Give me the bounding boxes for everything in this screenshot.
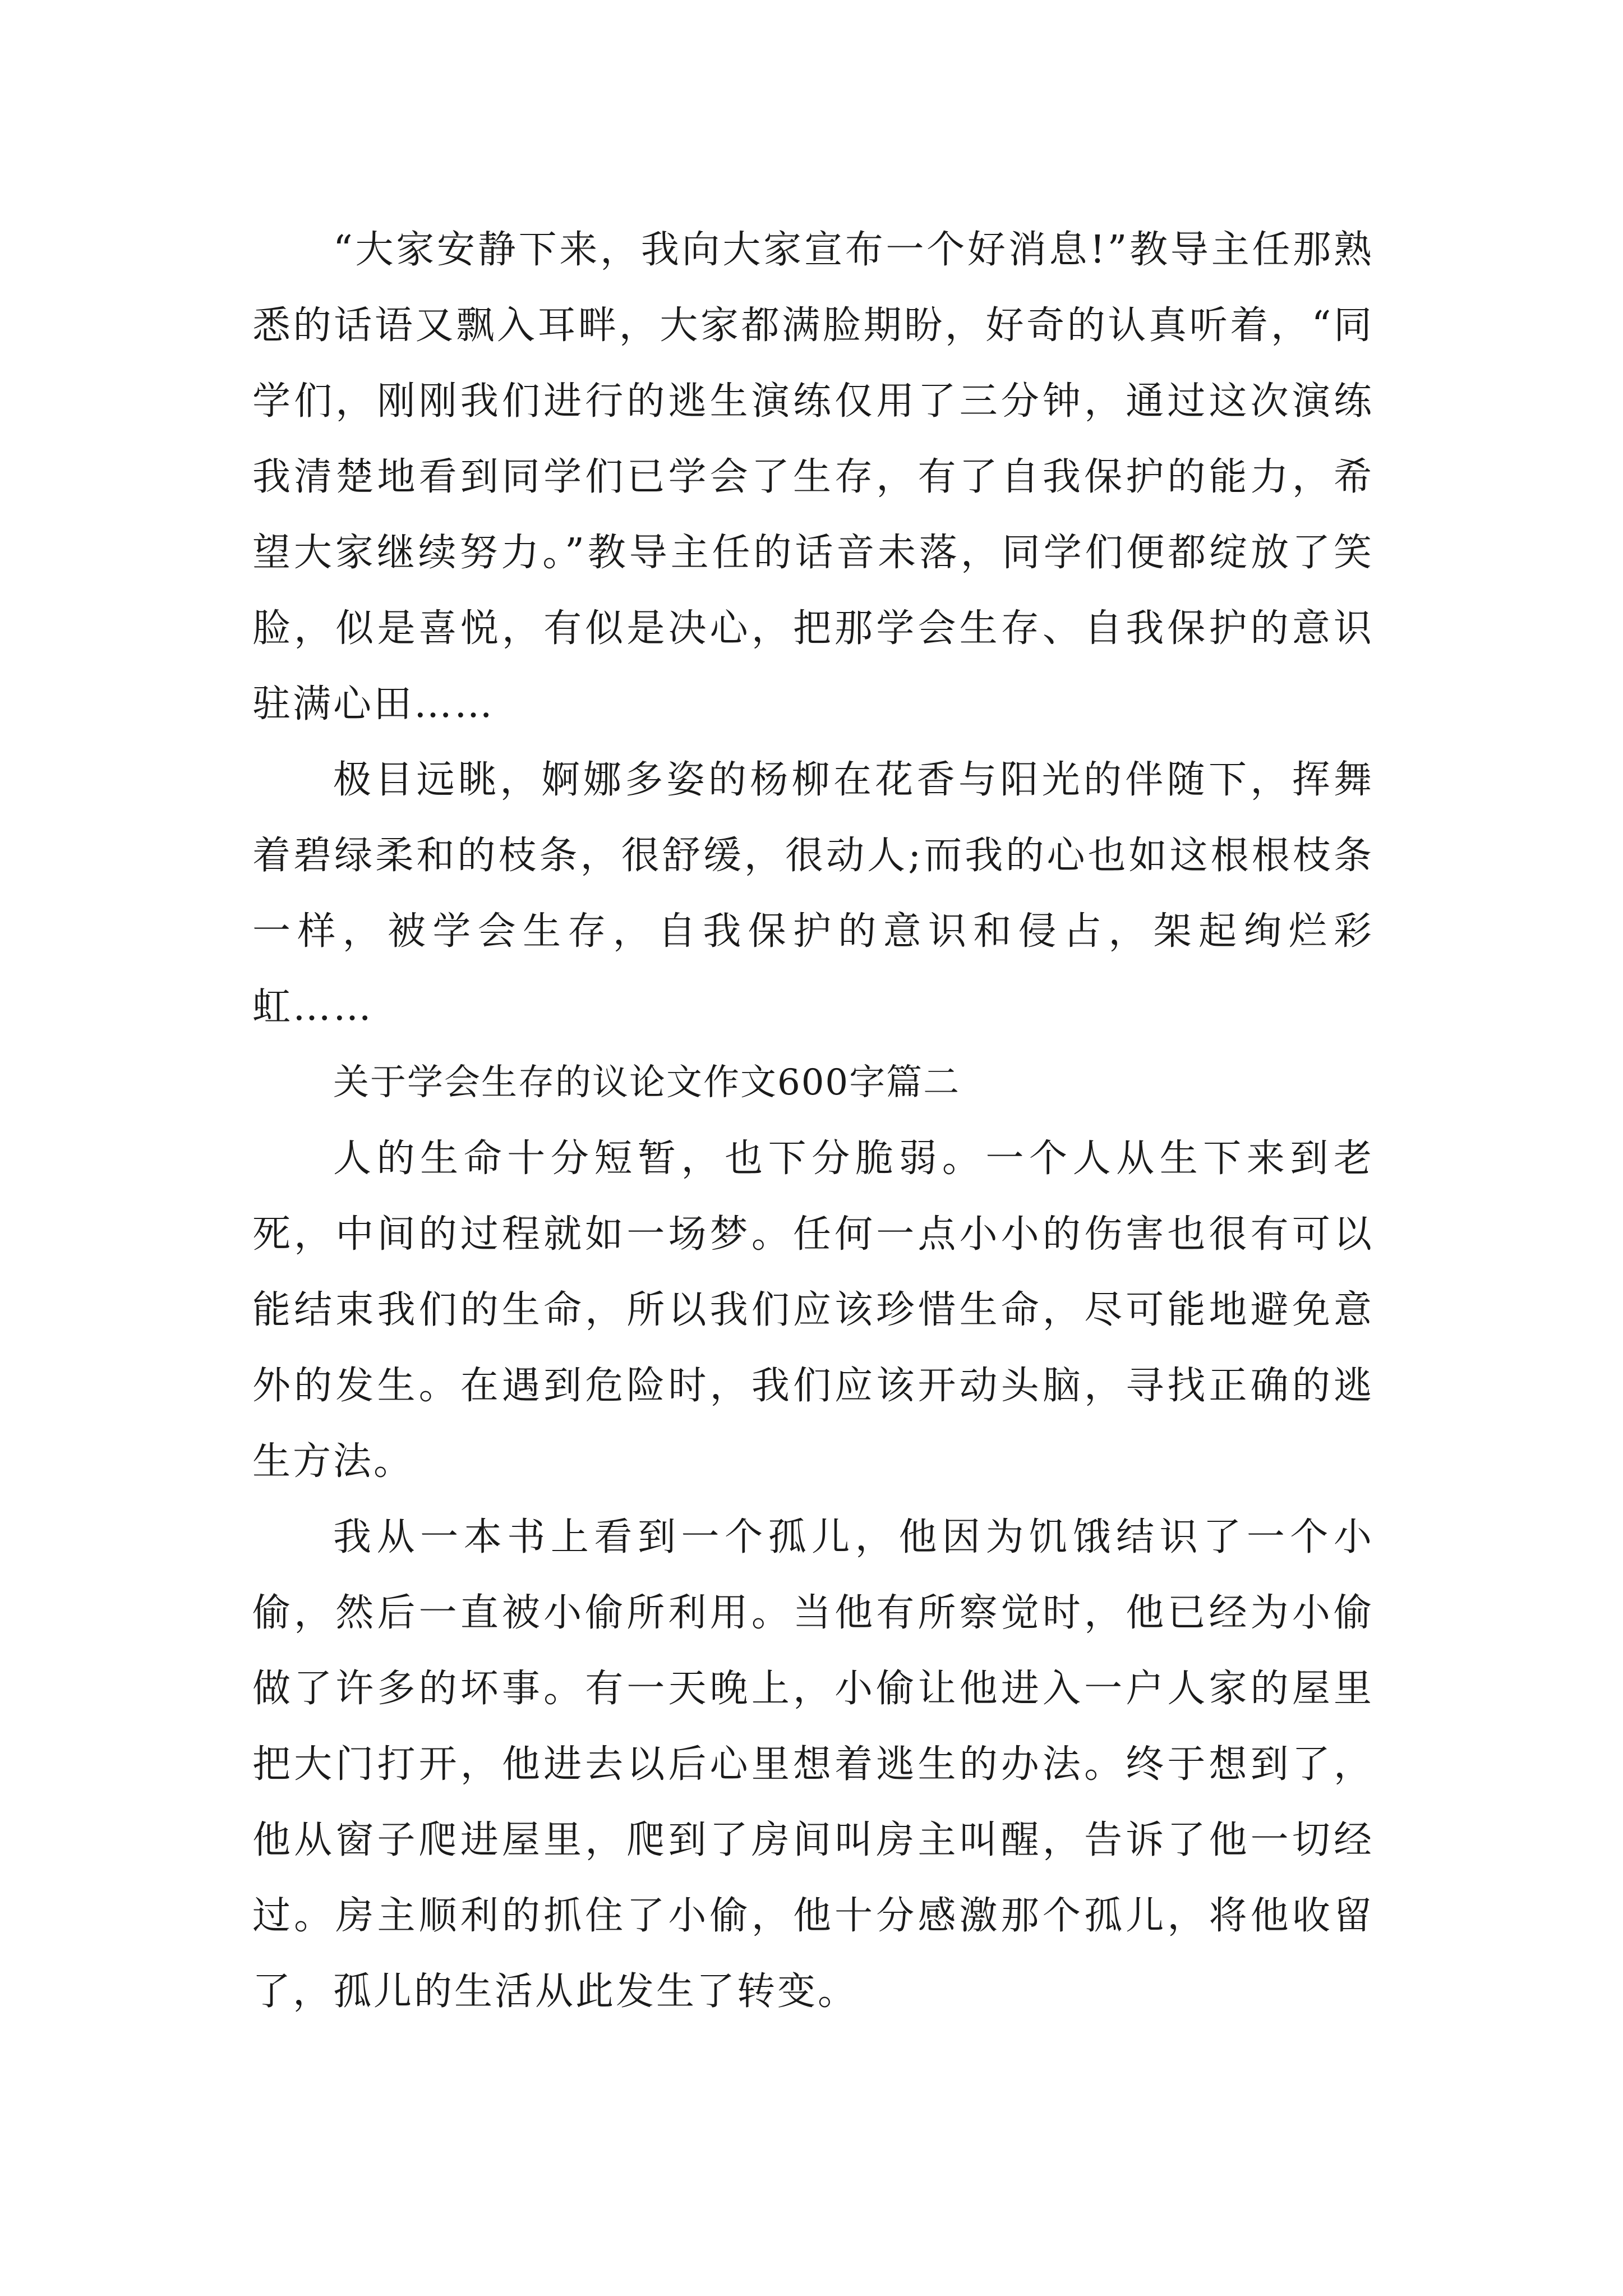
paragraph-willows: 极目远眺，婀娜多姿的杨柳在花香与阳光的伴随下，挥舞着碧绿柔和的枝条，很舒缓，很动人;而我的心也如这根根枝条一样，被学会生存，自我保护的意识和侵占，架起绚烂彩虹…… (252, 758, 1374, 1029)
paragraph-announcement: “大家安静下来，我向大家宣布一个好消息!”教导主任那熟悉的话语又飘入耳畔，大家都满脸期盼，好奇的认真听着，“同学们，刚刚我们进行的逃生演练仅用了三分钟，通过这次演练我清楚地看到同学们已学会了生存，有了自我保护的能力，希望大家继续努力。”教导主任的话音未落，同学们便都绽放了笑脸，似是喜悦，有似是决心，把那学会生存、自我保护的意识驻满心田…… (252, 228, 1374, 726)
section-heading: 关于学会生存的议论文作文600字篇二 (333, 1062, 961, 1103)
paragraph-orphan-story: 我从一本书上看到一个孤儿，他因为饥饿结识了一个小偷，然后一直被小偷所利用。当他有所察觉时，他已经为小偷做了许多的坏事。有一天晚上，小偷让他进入一户人家的屋里把大门打开，他进去以后心里想着逃生的办法。终于想到了，他从窗子爬进屋里，爬到了房间叫房主叫醒，告诉了他一切经过。房主顺利的抓住了小偷，他十分感激那个孤儿，将他收留了，孤儿的生活从此发生了转变。 (252, 1515, 1374, 2014)
document-body (252, 212, 1374, 2030)
paragraph-life-fragile: 人的生命十分短暂，也下分脆弱。一个人从生下来到老死，中间的过程就如一场梦。任何一点小小的伤害也很有可以能结束我们的生命，所以我们应该珍惜生命，尽可能地避免意外的发生。在遇到危险时，我们应该开动头脑，寻找正确的逃生方法。 (252, 1137, 1374, 1484)
